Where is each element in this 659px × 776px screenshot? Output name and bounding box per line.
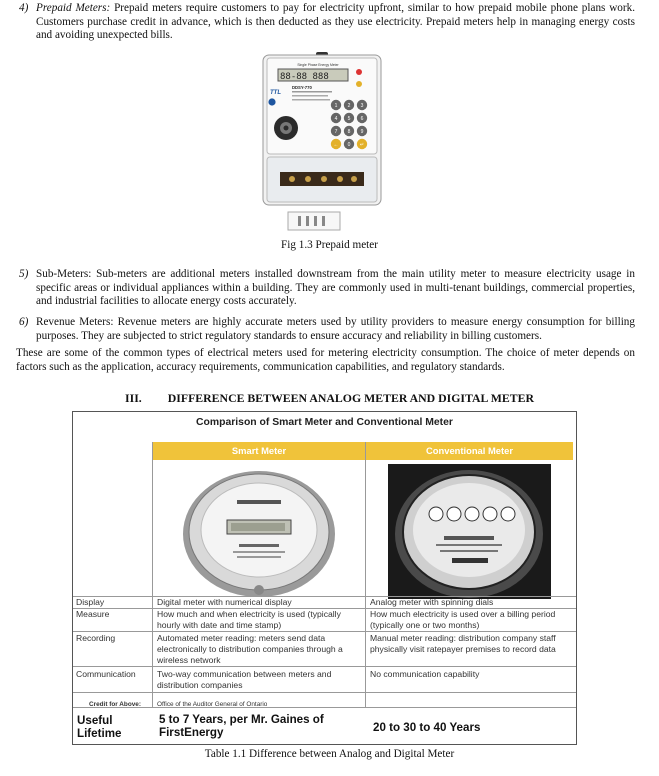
- meter-keypad-key-label: 9: [360, 128, 364, 135]
- row-label-measure: Measure: [76, 609, 110, 619]
- meter-keypad-key-label: 6: [360, 115, 364, 122]
- list-number: 4): [19, 2, 29, 14]
- smart-meter-photo: [153, 464, 365, 599]
- row-label-communication: Communication: [76, 669, 136, 679]
- conventional-communication-cell: No communication capability: [370, 669, 480, 679]
- section-number: III.: [125, 391, 142, 405]
- table-divider: [73, 631, 576, 632]
- row-label-display: Display: [76, 597, 105, 607]
- smart-measure-cell: How much and when electricity is used (typically hourly with date and time stamp): [157, 609, 341, 630]
- table-caption: Table 1.1 Difference between Analog and Digital Meter: [204, 748, 455, 760]
- meter-model: DDSY-770: [292, 85, 312, 90]
- meter-keypad-key-label: 3: [360, 102, 364, 109]
- prepaid-meter-image: [258, 52, 398, 232]
- meter-keypad-key-label: 5: [347, 115, 351, 122]
- table-divider: [152, 442, 153, 707]
- section-heading: [0, 392, 659, 406]
- smart-communication-cell: Two-way communication between meters and distribution companies: [157, 669, 332, 690]
- meter-keypad-key-label: ←: [333, 141, 339, 148]
- table-divider: [73, 707, 576, 708]
- conventional-display-cell: Analog meter with spinning dials: [370, 597, 494, 607]
- smart-meter-header: Smart Meter: [153, 442, 365, 460]
- conventional-measure-cell: How much electricity is used over a billing period (typically one or two months): [370, 609, 556, 630]
- meter-top-label: Single Phase Energy Meter: [297, 63, 339, 67]
- meter-keypad-key-label: 1: [334, 102, 338, 109]
- meter-lcd: 88-88 888: [280, 72, 329, 82]
- table-title: Comparison of Smart Meter and Conventional Meter: [196, 417, 453, 428]
- prepaid-meters-paragraph: [36, 2, 635, 43]
- section-title: DIFFERENCE BETWEEN ANALOG METER AND DIGITAL METER: [167, 391, 534, 405]
- sub-meters-paragraph: Sub-Meters: Sub-meters are additional meters installed downstream from the main utility meter to measure electricity usage in specific areas or individual appliances within a building. They are commonly used in multi-tenant buildings, commercial properties, and industrial facilities to allocate energy costs accurately.: [36, 268, 635, 308]
- table-divider: [73, 692, 576, 693]
- conventional-lifetime-cell: 20 to 30 to 40 Years: [373, 721, 481, 734]
- figure-caption: Fig 1.3 Prepaid meter: [281, 239, 378, 251]
- summary-paragraph: These are some of the common types of electrical meters used for metering electricity consumption. The choice of meter depends on factors such as the application, accuracy requirements, communication capabilities, and regulatory standards.: [16, 347, 635, 373]
- list-number: 5): [19, 268, 29, 280]
- smart-display-cell: Digital meter with numerical display: [157, 597, 292, 607]
- meter-keypad-key-label: 7: [334, 128, 338, 135]
- meter-keypad-key-label: 0: [347, 141, 351, 148]
- prepaid-meters-title: Prepaid Meters:: [36, 2, 111, 14]
- credit-label: Credit for Above:: [89, 701, 141, 708]
- conventional-meter-header: Conventional Meter: [366, 442, 573, 460]
- meter-keypad-key-label: ↵: [359, 141, 365, 148]
- list-number: 6): [19, 316, 29, 328]
- meter-keypad-key-label: 8: [347, 128, 351, 135]
- revenue-meters-paragraph: Revenue Meters: Revenue meters are highly accurate meters used by utility providers to measure energy consumption for billing purposes. They are subjected to strict regulatory standards to ensure accuracy and reliability in billing customers.: [36, 316, 635, 342]
- table-divider: [365, 442, 366, 707]
- prepaid-meters-text: Prepaid meters require customers to pay for electricity upfront, similar to how prepaid mobile phone plans work. Customers purchase credit in advance, which is then deducted as they use electricity. Prepaid meters help in managing energy costs and avoiding unexpected bills.: [36, 2, 636, 42]
- credit-text: Office of the Auditor General of Ontario: [157, 701, 268, 708]
- meter-brand: TTL: [270, 90, 281, 96]
- meter-keypad-key-label: 4: [334, 115, 338, 122]
- meter-keypad-key-label: 2: [347, 102, 351, 109]
- smart-lifetime-cell: 5 to 7 Years, per Mr. Gaines of FirstEnergy: [159, 713, 324, 739]
- conventional-recording-cell: Manual meter reading: distribution company staff physically visit ratepayer premises to record data: [370, 633, 556, 654]
- lifetime-label: Useful Lifetime: [77, 714, 122, 740]
- row-label-recording: Recording: [76, 633, 116, 643]
- smart-recording-cell: Automated meter reading: meters send data electronically to distribution companies through a wireless network: [157, 633, 343, 665]
- comparison-table: [72, 411, 577, 745]
- conventional-meter-photo: [366, 464, 573, 599]
- table-divider: [73, 666, 576, 667]
